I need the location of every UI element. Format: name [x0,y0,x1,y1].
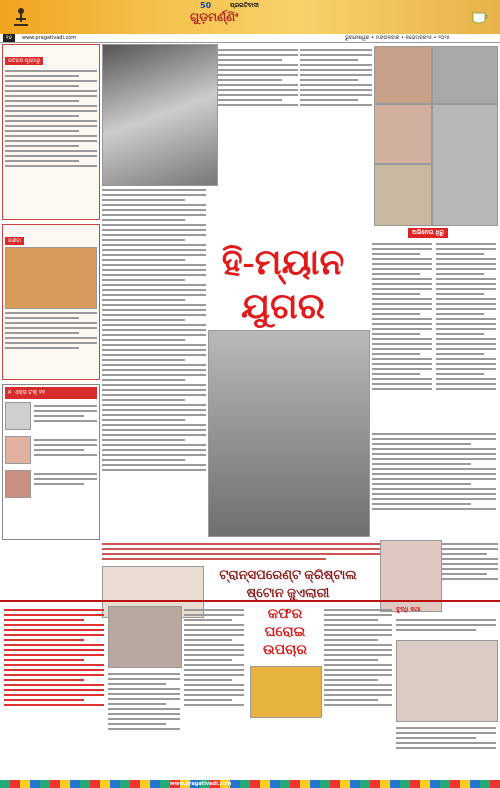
brand-name: ପ୍ରଗତିବାଦୀ [230,2,259,9]
mythology-photo [5,247,97,309]
sick-man-photo [108,606,182,668]
intro-text [218,46,298,109]
page-number: ୧୬ [3,34,15,42]
cough-article [108,670,180,733]
footer-stripe [0,780,500,788]
x-logo-icon: ✕ [7,389,14,396]
remedy-tips [184,606,244,709]
poem-text [4,606,104,709]
x-talk-header: ✕ ଏକ୍ସ ଟକ୍ ୧୧ [5,387,97,399]
article-column-right [372,430,496,513]
remedy-title: କଫର ଘରୋଇ ଉପଚାର [263,607,307,658]
couple-photo [374,46,432,104]
honey-photo [250,666,322,718]
friends-photo [374,164,432,226]
young-actor-photo [432,46,498,104]
bio-column [372,240,432,393]
main-headline: ହି-ମ୍ୟାନ ଯୁଗର [221,242,345,326]
hero-portrait-photo [102,44,218,186]
quiz-title: ଜାଣିବା [5,237,24,245]
woman-photo [396,640,498,722]
bio-column-2 [436,240,496,393]
avatar [5,436,31,464]
history-title: ଇତିହାସ ପୃଷ୍ଠାରୁ [5,57,43,65]
masthead-title: ଗୁଡ଼ମର୍ଣ୍ଣିଂ [190,10,239,24]
avatar [5,402,31,430]
tip-text [396,616,496,634]
article-column-1 [102,186,206,474]
footer-website[interactable]: www.pragativadi.com [170,781,232,787]
actor-name-tag: ଅଭିନେତା ଧିରୁ [408,228,448,238]
jewelry-text [442,540,498,583]
motorbike-photo [432,104,498,226]
yoga-silhouette-icon [10,6,32,30]
quiz-box [2,224,100,380]
coffee-cup-icon [470,8,492,26]
avatar [5,470,31,498]
brand-badge: 50 [200,1,212,10]
history-box [2,44,100,220]
tip-label: ବୁଦ୍ଧି କଥା [396,606,421,613]
remedy-column [324,606,392,709]
family-photo [374,104,432,164]
issue-date: ଭୁବନେଶ୍ୱର • ମଙ୍ଗଳବାର • ନଭେମ୍ବର୨୫ • ୨୦୨୫ [345,35,450,41]
intro-text-2 [300,46,372,109]
sub-header [0,34,500,43]
left-column [2,44,100,534]
crystal-jewelry-title: ଟ୍ରାନ୍ସପରେଣ୍ଟ କ୍ରିଷ୍ଟାଲ ଷ୍ଟୋନ ଜୁଏଲାରୀ [219,567,357,600]
woman-text [396,724,496,752]
x-talk-box [2,384,100,540]
website-link[interactable]: www.pragativadi.com [22,35,77,41]
jewelry-intro [102,540,382,563]
actor-with-horse-photo [208,330,370,537]
